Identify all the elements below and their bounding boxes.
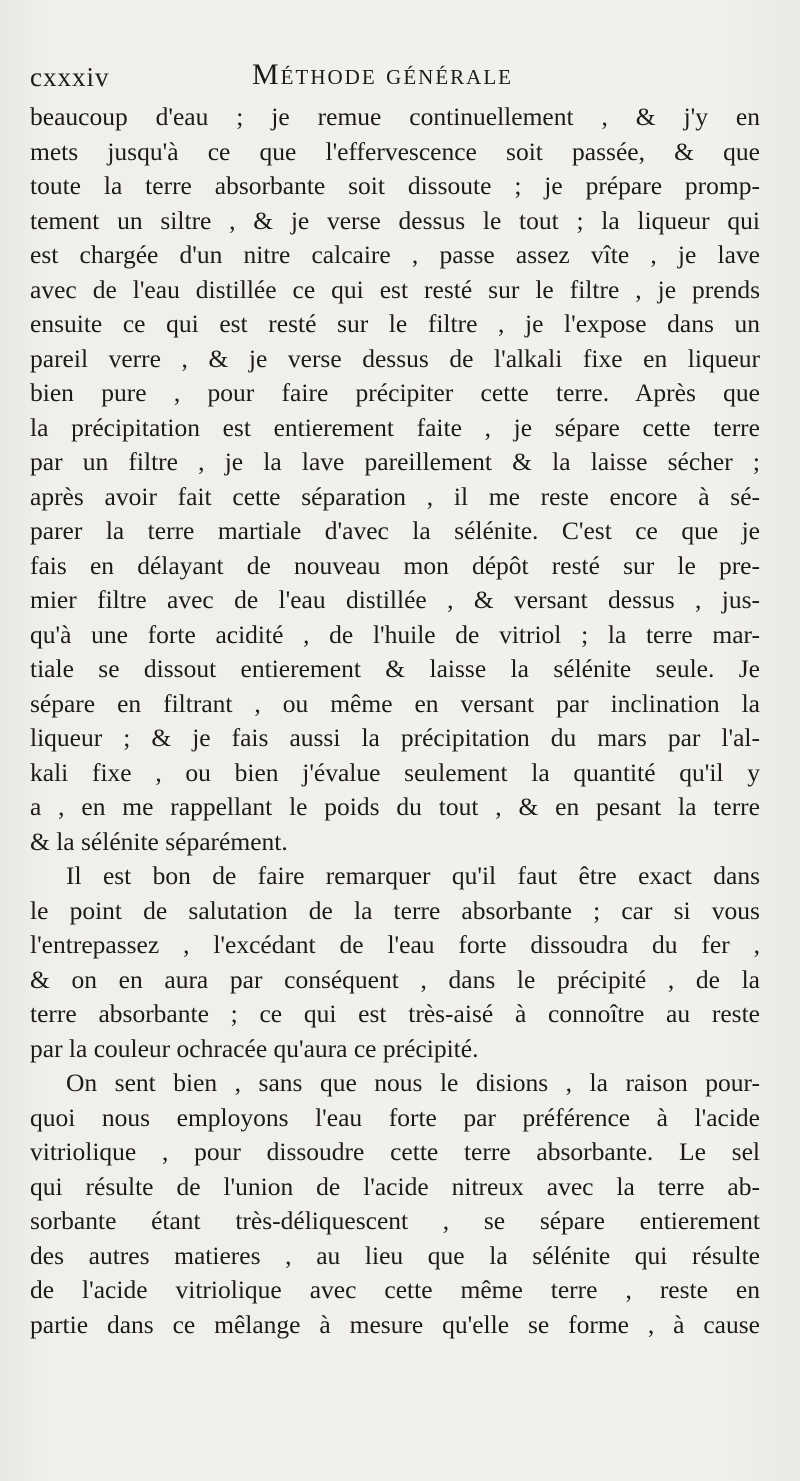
text-line: qu'à une forte acidité , de l'huile de vitriol ; la terre mar- (30, 619, 760, 649)
text-line: beaucoup d'eau ; je remue continuellement , & j'y en (30, 102, 760, 131)
text-line: terre absorbante ; ce qui est très-aisé à connoître au reste (30, 999, 760, 1028)
text-line: & la sélénite séparément. (30, 826, 288, 856)
text-line: est chargée d'un nitre calcaire , passe assez vîte , je lave (30, 240, 760, 269)
text-line: sorbante étant très-déliquescent , se sépare entierement (30, 1206, 760, 1235)
text-line: quoi nous employons l'eau forte par préférence à l'acide (30, 1102, 760, 1132)
text-line: mets jusqu'à ce que l'effervescence soit passée, & que (30, 136, 760, 166)
text-line: fais en délayant de nouveau mon dépôt resté sur le pre- (30, 550, 760, 580)
text-line: par un filtre , je la lave pareillement & la laisse sécher ; (30, 447, 760, 476)
text-line: a , en me rappellant le poids du tout , & en pesant la terre (30, 792, 760, 821)
text-line: le point de salutation de la terre absorbante ; car si vous (30, 895, 760, 925)
text-line: Il est bon de faire remarquer qu'il faut être exact dans (66, 861, 760, 890)
paragraph-2 (30, 859, 760, 1066)
text-line: qui résulte de l'union de l'acide nitreux avec la terre ab- (30, 1171, 760, 1201)
text-line: tement un siltre , & je verse dessus le tout ; la liqueur qui (30, 205, 760, 235)
page-number: cxxxiv (30, 62, 110, 92)
text-line: mier filtre avec de l'eau distillée , & versant dessus , jus- (30, 585, 760, 614)
running-title: Méthode générale (252, 58, 513, 91)
paragraph-3 (30, 1066, 760, 1342)
text-line: bien pure , pour faire précipiter cette terre. Après que (30, 378, 760, 407)
text-line: de l'acide vitriolique avec cette même terre , reste en (30, 1275, 760, 1304)
text-line: avec de l'eau distillée ce qui est resté sur le filtre , je prends (30, 274, 760, 304)
text-line: & on en aura par conséquent , dans le précipité , de la (30, 964, 760, 994)
body-text (30, 100, 760, 1342)
text-line: des autres matieres , au lieu que la sélénite qui résulte (30, 1240, 760, 1270)
text-line: par la couleur ochracée qu'aura ce précipité. (30, 1033, 479, 1063)
text-line: vitriolique , pour dissoudre cette terre absorbante. Le sel (30, 1137, 760, 1166)
text-line: tiale se dissout entierement & laisse la sélénite seule. Je (30, 654, 760, 683)
text-line: kali fixe , ou bien j'évalue seulement la quantité qu'il y (30, 757, 760, 787)
text-line: l'entrepassez , l'excédant de l'eau forte dissoudra du fer , (30, 930, 760, 959)
paragraph-1 (30, 100, 760, 859)
text-line: liqueur ; & je fais aussi la précipitation du mars par l'al- (30, 723, 760, 752)
text-line: la précipitation est entierement faite , je sépare cette terre (30, 412, 760, 442)
text-line: toute la terre absorbante soit dissoute ; je prépare promp- (30, 171, 760, 200)
text-line: après avoir fait cette séparation , il me reste encore à sé- (30, 481, 760, 511)
text-line: On sent bien , sans que nous le disions , la raison pour- (66, 1068, 760, 1097)
page-header (30, 58, 770, 98)
text-line: sépare en filtrant , ou même en versant par inclination la (30, 688, 760, 718)
text-line: partie dans ce mêlange à mesure qu'elle se forme , à cause (30, 1309, 760, 1339)
text-line: ensuite ce qui est resté sur le filtre , je l'expose dans un (30, 309, 760, 338)
text-line: parer la terre martiale d'avec la sélénite. C'est ce que je (30, 516, 760, 545)
text-line: pareil verre , & je verse dessus de l'alkali fixe en liqueur (30, 343, 760, 373)
